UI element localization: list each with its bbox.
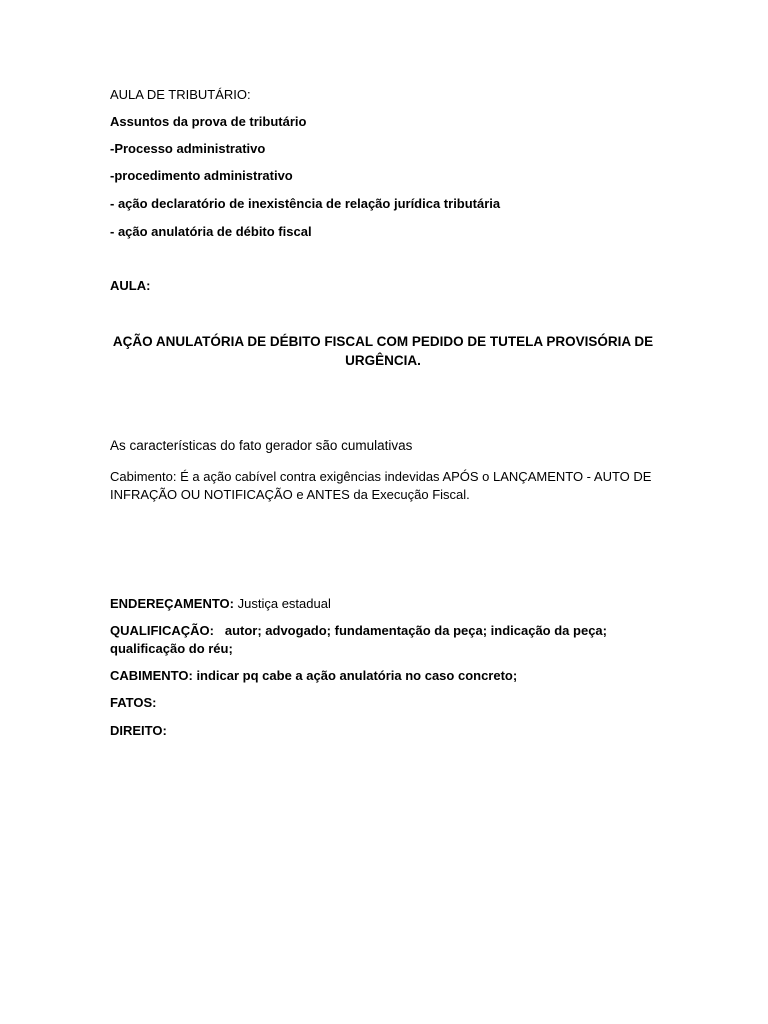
cabimento-intro-label: Cabimento: bbox=[110, 469, 177, 484]
topic-item: - ação anulatória de débito fiscal bbox=[110, 224, 312, 239]
qualificacao-label: QUALIFICAÇÃO: bbox=[110, 623, 214, 638]
enderecamento-line bbox=[110, 595, 650, 613]
cabimento-label: CABIMENTO: bbox=[110, 668, 193, 683]
topic-item: -Processo administrativo bbox=[110, 141, 266, 156]
topic-item: - ação declaratório de inexistência de relação jurídica tributária bbox=[110, 196, 501, 211]
direito-label: DIREITO: bbox=[110, 723, 167, 738]
enderecamento-label: ENDEREÇAMENTO: bbox=[110, 596, 234, 611]
aula-label: AULA: bbox=[110, 278, 151, 293]
document-title: AÇÃO ANULATÓRIA DE DÉBITO FISCAL COM PEDIDO DE TUTELA PROVISÓRIA DE URGÊNCIA. bbox=[112, 334, 654, 368]
cabimento-text: indicar pq cabe a ação anulatória no caso concreto; bbox=[196, 668, 518, 683]
cabimento-intro bbox=[110, 468, 656, 504]
topic-item: -procedimento administrativo bbox=[110, 168, 293, 183]
qualificacao-text: autor; advogado; fundamentação da peça; indicação da peça; qualificação do réu; bbox=[110, 623, 607, 656]
caracteristicas-text: As características do fato gerador são cumulativas bbox=[110, 438, 413, 453]
enderecamento-text: Justiça estadual bbox=[237, 596, 331, 611]
qualificacao-line bbox=[110, 622, 656, 658]
header-aula-tributario: AULA DE TRIBUTÁRIO: bbox=[110, 87, 251, 102]
fatos-label: FATOS: bbox=[110, 695, 157, 710]
cabimento-line bbox=[110, 667, 650, 685]
header-assuntos: Assuntos da prova de tributário bbox=[110, 114, 307, 129]
cabimento-intro-text: É a ação cabível contra exigências indevidas APÓS o LANÇAMENTO - AUTO DE INFRAÇÃO OU NOTIFICAÇÃO e ANTES da Execução Fiscal. bbox=[110, 469, 652, 502]
